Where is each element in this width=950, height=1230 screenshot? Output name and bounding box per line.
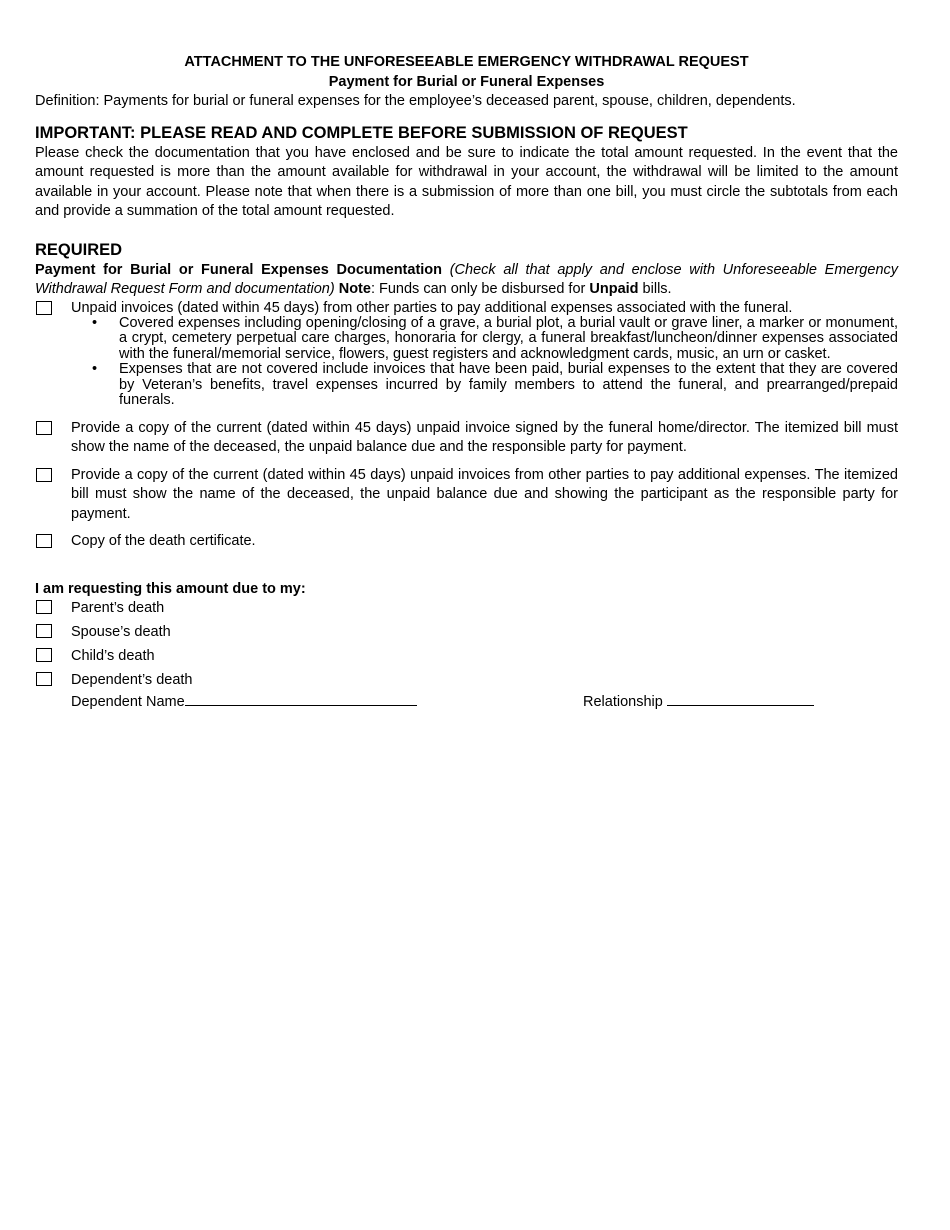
bullet-icon: • [92, 361, 98, 377]
reason-checkbox-dependent[interactable] [36, 672, 52, 686]
reason-checkbox-spouse[interactable] [36, 624, 52, 638]
list-item-not-covered [92, 361, 898, 409]
note-text: : Funds can only be disbursed for [370, 281, 590, 297]
doc-item-death-certificate [35, 532, 898, 552]
covered-expenses-list [35, 316, 898, 409]
reason-label: Child’s death [71, 648, 155, 664]
relationship-input[interactable] [667, 691, 814, 706]
doc-item-label: Provide a copy of the current (dated within 45 days) unpaid invoice signed by the funeral home/director. The itemized bill must show the name of the deceased, the unpaid balance due and the responsible party for payment. [71, 419, 898, 455]
reason-option-child [35, 647, 898, 671]
doc-item-funeral-home-invoice [35, 419, 898, 458]
required-intro-bold: Payment for Burial or Funeral Expenses Documentation [35, 261, 443, 278]
reason-label: Dependent’s death [71, 672, 193, 688]
required-heading: REQUIRED [35, 240, 123, 259]
doc-checkbox-funeral-home-invoice[interactable] [36, 421, 52, 435]
required-intro-italic: (Check all that apply and enclose with Unforeseeable Emergency Withdrawal Request Form and documentation) [35, 261, 899, 297]
reason-heading: I am requesting this amount due to my: [35, 580, 306, 597]
form-title: ATTACHMENT TO THE UNFORESEEABLE EMERGENCY WITHDRAWAL REQUEST [184, 54, 749, 70]
reason-option-parent [35, 599, 898, 623]
bullet-text: Expenses that are not covered include invoices that have been paid, burial expenses to the extent that they are covered by Veteran’s benefits, travel expenses incurred by family members to attend the funeral, and prearranged/prepaid funerals. [119, 361, 898, 408]
form-page [35, 52, 898, 715]
doc-checkbox-death-certificate[interactable] [36, 534, 52, 548]
doc-item-label: Unpaid invoices (dated within 45 days) from other parties to pay additional expenses associated with the funeral. [71, 299, 793, 316]
reason-label: Parent’s death [71, 600, 165, 616]
important-heading: IMPORTANT: PLEASE READ AND COMPLETE BEFORE SUBMISSION OF REQUEST [35, 123, 688, 142]
doc-item-label: Provide a copy of the current (dated within 45 days) unpaid invoices from other parties to pay additional expenses. The itemized bill must show the name of the deceased, the unpaid balance due and showing the participant as the responsible party for payment. [71, 466, 898, 522]
doc-checkbox-other-invoices[interactable] [36, 468, 52, 482]
reason-label: Spouse’s death [71, 624, 171, 640]
dependent-details-row [35, 695, 898, 715]
bullet-text: Covered expenses including opening/closing of a grave, a burial plot, a burial vault or grave liner, a marker or monument, a crypt, cemetery perpetual care charges, honoraria for clergy, a funeral breakfast/luncheon/dinner expenses associated with the funeral/memorial service, flowers, guest registers and acknowledgment cards, music, an urn or casket. [119, 314, 898, 362]
doc-checkbox-unpaid-invoices[interactable] [36, 301, 52, 315]
note-end: bills. [638, 281, 672, 297]
doc-item-other-invoices [35, 466, 898, 525]
note-label: Note [338, 281, 371, 297]
important-body: Please check the documentation that you have enclosed and be sure to indicate the total amount requested. In the event that the amount requested is more than the amount available for withdrawal in your account, the withdrawal will be limited to the amount available in your account. Please note that when there is a submission of more than one bill, you must circle the subtotals from each and provide a summation of the total amount requested. [35, 144, 898, 219]
form-subtitle: Payment for Burial or Funeral Expenses [328, 74, 605, 90]
doc-item-unpaid-invoices [35, 300, 898, 316]
required-intro [35, 261, 898, 300]
dependent-name-label: Dependent Name [71, 694, 185, 710]
definition-text: Definition: Payments for burial or funeral expenses for the employee’s deceased parent, spouse, children, dependents. [35, 93, 796, 109]
relationship-label: Relationship [583, 694, 663, 710]
list-item-covered [92, 314, 898, 363]
note-unpaid: Unpaid [589, 281, 639, 297]
bullet-icon: • [92, 314, 98, 331]
doc-item-label: Copy of the death certificate. [71, 533, 256, 549]
dependent-name-input[interactable] [185, 691, 417, 706]
dependent-name-field [71, 691, 417, 713]
reason-checkbox-child[interactable] [36, 648, 52, 662]
reason-checkbox-parent[interactable] [36, 600, 52, 614]
reason-option-spouse [35, 623, 898, 647]
relationship-field [583, 691, 814, 713]
